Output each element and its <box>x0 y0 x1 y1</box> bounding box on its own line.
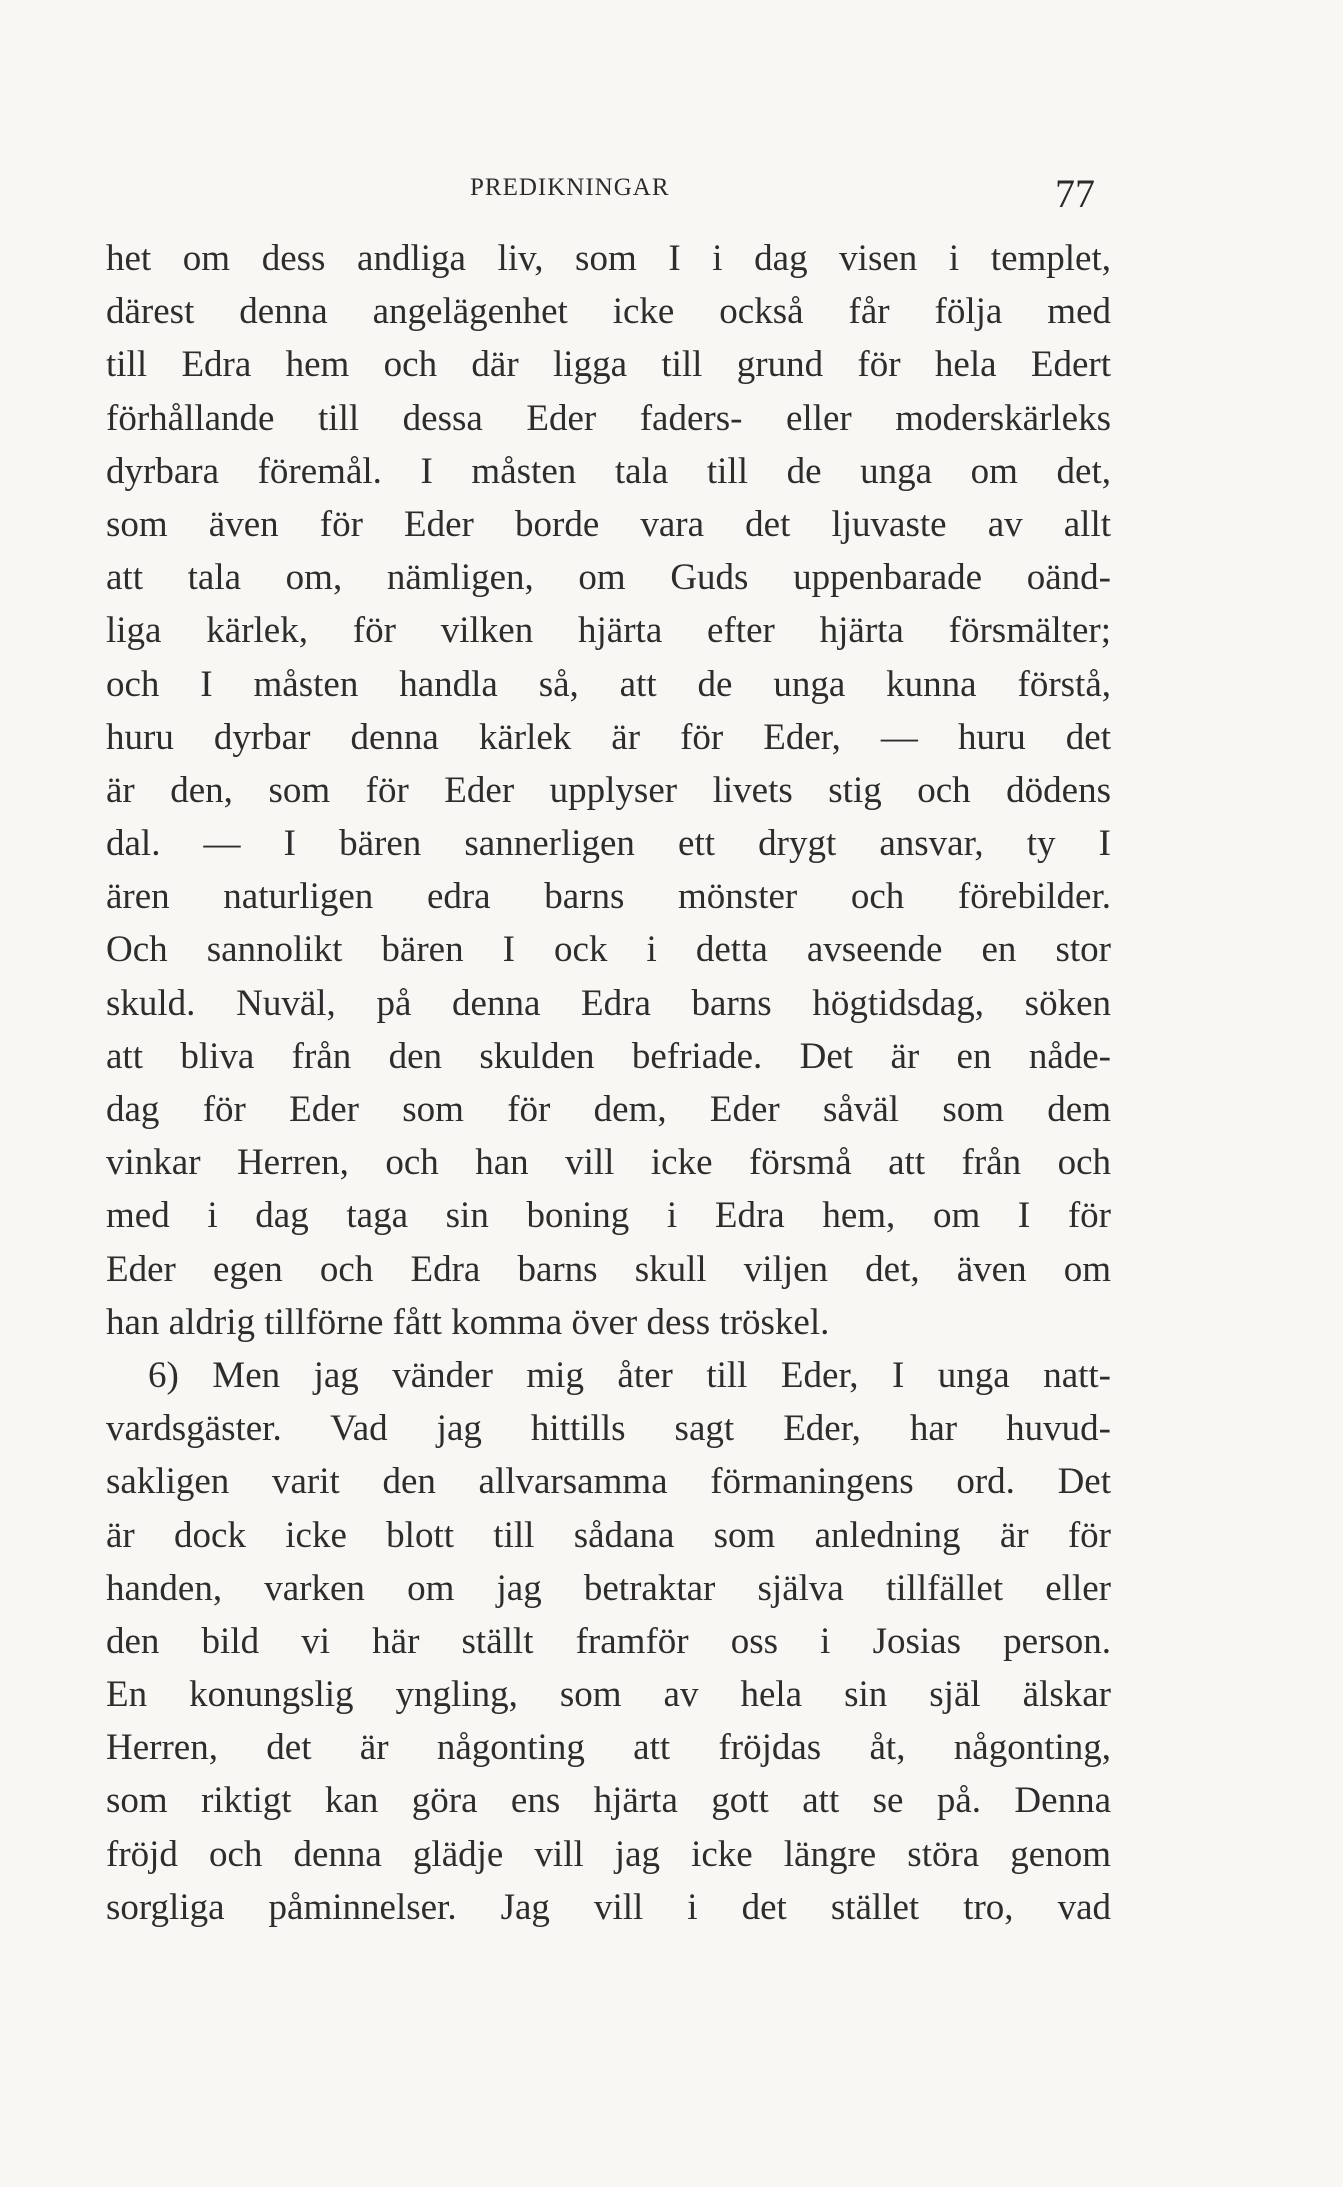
text-line: vardsgäster. Vad jag hittills sagt Eder, har huvud- <box>106 1408 1111 1450</box>
page-number: 77 <box>1055 171 1095 216</box>
body-text <box>106 232 1111 1934</box>
text-line: Och sannolikt bären I ock i detta avseende en stor <box>106 929 1111 971</box>
text-line: vinkar Herren, och han vill icke försmå att från och <box>106 1142 1111 1184</box>
text-line: Eder egen och Edra barns skull viljen det, även om <box>106 1248 1111 1290</box>
text-line: är den, som för Eder upplyser livets stig och dödens <box>106 769 1111 811</box>
text-line: sorgliga påminnelser. Jag vill i det stället tro, vad <box>106 1886 1111 1928</box>
text-line: dyrbara föremål. I måsten tala till de unga om det, <box>106 450 1111 492</box>
text-line: därest denna angelägenhet icke också får följa med <box>106 291 1111 333</box>
paragraph-start-line: 6) Men jag vänder mig åter till Eder, I unga natt- <box>148 1354 1111 1396</box>
text-line: liga kärlek, för vilken hjärta efter hjärta försmälter; <box>106 610 1111 652</box>
text-line: som även för Eder borde vara det ljuvaste av allt <box>106 503 1111 545</box>
text-line: förhållande till dessa Eder faders- eller moderskärleks <box>106 397 1111 439</box>
text-line: ären naturligen edra barns mönster och förebilder. <box>106 876 1111 918</box>
text-line: huru dyrbar denna kärlek är för Eder, — huru det <box>106 716 1111 758</box>
running-head <box>0 170 1343 220</box>
text-line: En konungslig yngling, som av hela sin själ älskar <box>106 1674 1111 1716</box>
paragraph-end-line: han aldrig tillförne fått komma över dess tröskel. <box>106 1301 830 1343</box>
text-line: sakligen varit den allvarsamma förmaningens ord. Det <box>106 1461 1111 1503</box>
text-line: med i dag taga sin boning i Edra hem, om I för <box>106 1195 1111 1237</box>
text-line: som riktigt kan göra ens hjärta gott att se på. Denna <box>106 1780 1111 1822</box>
text-line: handen, varken om jag betraktar själva tillfället eller <box>106 1567 1111 1609</box>
text-line: dal. — I bären sannerligen ett drygt ansvar, ty I <box>106 823 1111 865</box>
running-title: PREDIKNINGAR <box>470 174 670 201</box>
text-line: Herren, det är någonting att fröjdas åt, någonting, <box>106 1727 1111 1769</box>
text-line: het om dess andliga liv, som I i dag visen i templet, <box>106 238 1111 279</box>
text-line: fröjd och denna glädje vill jag icke längre störa genom <box>106 1833 1111 1875</box>
text-line: dag för Eder som för dem, Eder såväl som dem <box>106 1089 1111 1130</box>
text-line: att tala om, nämligen, om Guds uppenbarade oänd- <box>106 557 1111 599</box>
text-line: den bild vi här ställt framför oss i Josias person. <box>106 1620 1111 1662</box>
text-line: skuld. Nuväl, på denna Edra barns högtidsdag, söken <box>106 982 1111 1024</box>
text-line: till Edra hem och där ligga till grund för hela Edert <box>106 344 1111 386</box>
text-line: och I måsten handla så, att de unga kunna förstå, <box>106 663 1111 705</box>
text-line: att bliva från den skulden befriade. Det är en nåde- <box>106 1035 1111 1077</box>
text-line: är dock icke blott till sådana som anledning är för <box>106 1514 1111 1556</box>
